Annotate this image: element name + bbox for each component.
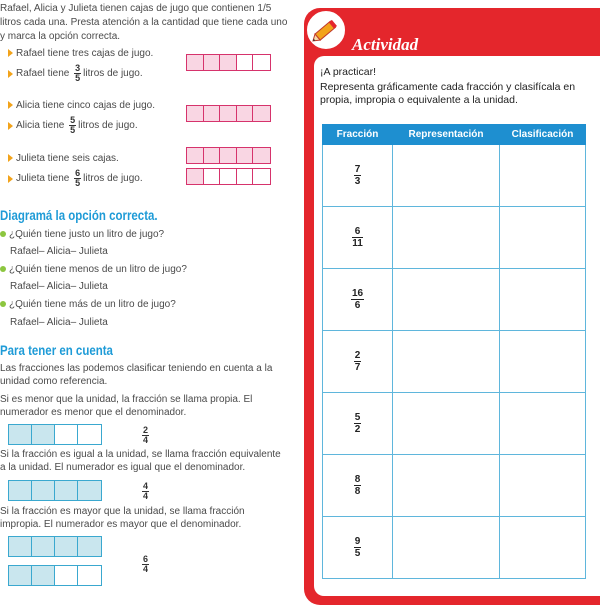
- bar-cell: [220, 106, 237, 121]
- bullet-arrow-icon: [8, 70, 13, 78]
- classification-cell[interactable]: [500, 269, 586, 331]
- alicia-line1: Alicia tiene cinco cajas de jugo.: [8, 100, 155, 112]
- bar-cell: [78, 481, 101, 500]
- table-row: [323, 393, 586, 455]
- bar-cell: [187, 148, 204, 163]
- pencil-badge: [304, 8, 348, 52]
- bullet-arrow-icon: [8, 49, 13, 57]
- julieta-bar-1: [186, 147, 271, 164]
- pencil-icon: [307, 11, 345, 49]
- note-intro: Las fracciones las podemos clasificar teniendo en cuenta a la unidad como referencia.: [0, 363, 273, 387]
- bar-cell: [187, 106, 204, 121]
- rafael-line2: Rafael tiene $\frac{3}{5}$ litros de jugo.: [8, 64, 143, 83]
- question-1: ¿Quién tiene justo un litro de jugo?: [0, 229, 164, 241]
- bar-cell: [9, 425, 32, 444]
- table-row: [323, 517, 586, 579]
- activity-table: [322, 124, 586, 579]
- fraction: $\frac{5}{2}$: [354, 412, 361, 435]
- header-representacion: Representación: [393, 125, 500, 145]
- julieta-bar-2: [186, 168, 271, 185]
- bullet-dot-icon: [0, 231, 6, 237]
- alicia-bar: [186, 105, 271, 122]
- fraction: $\frac{9}{5}$: [354, 536, 361, 559]
- bar-cell: [55, 566, 78, 585]
- classification-cell[interactable]: [500, 517, 586, 579]
- diagram-heading: Diagramá la opción correcta.: [0, 207, 158, 223]
- propia-fraction: $\frac{2}{4}$: [143, 425, 149, 445]
- bullet-arrow-icon: [8, 122, 13, 130]
- fraction-cell: [323, 269, 393, 331]
- fraction: $\frac{2}{7}$: [354, 350, 361, 373]
- bar-cell: [253, 106, 270, 121]
- fraction: $\frac{3}{5}$: [75, 63, 81, 83]
- fraction-cell: [323, 455, 393, 517]
- bar-cell: [237, 169, 254, 184]
- alicia-line2: Alicia tiene $\frac{5}{5}$ litros de jugo.: [8, 116, 138, 135]
- representation-cell[interactable]: [393, 517, 500, 579]
- fraction-cell: [323, 393, 393, 455]
- bar-cell: [187, 169, 204, 184]
- classification-cell[interactable]: [500, 207, 586, 269]
- bar-cell: [78, 425, 101, 444]
- bar-cell: [9, 537, 32, 556]
- fraction: $\frac{8}{8}$: [354, 474, 361, 497]
- impropia-fraction: $\frac{6}{4}$: [143, 554, 149, 574]
- table-row: [323, 207, 586, 269]
- bar-cell: [32, 425, 55, 444]
- fraction: $\frac{7}{3}$: [354, 164, 361, 187]
- bar-cell: [237, 106, 254, 121]
- fraction: $\frac{6}{5}$: [75, 168, 81, 188]
- table-row: [323, 455, 586, 517]
- bar-cell: [78, 537, 101, 556]
- bar-cell: [55, 537, 78, 556]
- bar-cell: [9, 481, 32, 500]
- equivalente-bar: [8, 480, 102, 501]
- fraction: $\frac{16}{6}$: [351, 288, 364, 311]
- representation-cell[interactable]: [393, 455, 500, 517]
- bullet-arrow-icon: [8, 175, 13, 183]
- bar-cell: [32, 537, 55, 556]
- bullet-arrow-icon: [8, 101, 13, 109]
- table-row: [323, 331, 586, 393]
- bar-cell: [78, 566, 101, 585]
- fraction-cell: [323, 207, 393, 269]
- bar-cell: [237, 148, 254, 163]
- classification-cell[interactable]: [500, 455, 586, 517]
- rafael-bar: [186, 54, 271, 71]
- fraction-cell: [323, 517, 393, 579]
- bar-cell: [204, 169, 221, 184]
- classification-cell[interactable]: [500, 145, 586, 207]
- question-2-options: Rafael– Alicia– Julieta: [10, 281, 108, 292]
- fraction-cell: [323, 331, 393, 393]
- table-header-row: [323, 125, 586, 145]
- bar-cell: [55, 425, 78, 444]
- left-column: [0, 0, 298, 605]
- representation-cell[interactable]: [393, 331, 500, 393]
- equivalente-fraction: $\frac{4}{4}$: [143, 481, 149, 501]
- bar-cell: [220, 148, 237, 163]
- julieta-line1: Julieta tiene seis cajas.: [8, 153, 119, 165]
- julieta-line2: Julieta tiene $\frac{6}{5}$ litros de jugo.: [8, 169, 143, 188]
- representation-cell[interactable]: [393, 207, 500, 269]
- activity-instruction: Representa gráficamente cada fracción y clasifícala en propia, impropia o equivalente a la unidad.: [320, 81, 576, 106]
- bar-cell: [9, 566, 32, 585]
- bar-cell: [204, 106, 221, 121]
- bar-cell: [55, 481, 78, 500]
- bar-cell: [32, 481, 55, 500]
- representation-cell[interactable]: [393, 393, 500, 455]
- question-1-options: Rafael– Alicia– Julieta: [10, 246, 108, 257]
- bullet-dot-icon: [0, 301, 6, 307]
- activity-lead: ¡A practicar!: [320, 66, 377, 78]
- question-3: ¿Quién tiene más de un litro de jugo?: [0, 299, 176, 311]
- classification-cell[interactable]: [500, 331, 586, 393]
- impropia-bar-2: [8, 565, 102, 586]
- propia-bar: [8, 424, 102, 445]
- bar-cell: [220, 55, 237, 70]
- activity-title: Actividad: [352, 35, 419, 54]
- note-propia: Si es menor que la unidad, la fracción se llama propia. El numerador es menor que el denominador.: [0, 394, 253, 418]
- header-fraccion: Fracción: [323, 125, 393, 145]
- question-3-options: Rafael– Alicia– Julieta: [10, 317, 108, 328]
- table-row: [323, 145, 586, 207]
- note-impropia: Si la fracción es mayor que la unidad, se llama fracción impropia. El numerador es mayor que el denominador.: [0, 506, 245, 530]
- fraction-cell: [323, 145, 393, 207]
- representation-cell[interactable]: [393, 269, 500, 331]
- bar-cell: [32, 566, 55, 585]
- note-heading: Para tener en cuenta: [0, 342, 113, 358]
- fraction: $\frac{6}{11}$: [352, 226, 363, 249]
- question-2: ¿Quién tiene menos de un litro de jugo?: [0, 264, 187, 276]
- bar-cell: [237, 55, 254, 70]
- rafael-line1: Rafael tiene tres cajas de jugo.: [8, 48, 153, 60]
- bar-cell: [253, 148, 270, 163]
- impropia-bar-1: [8, 536, 102, 557]
- bar-cell: [204, 55, 221, 70]
- bullet-arrow-icon: [8, 154, 13, 162]
- bar-cell: [204, 148, 221, 163]
- header-clasificacion: Clasificación: [500, 125, 586, 145]
- bar-cell: [220, 169, 237, 184]
- intro-text: Rafael, Alicia y Julieta tienen cajas de jugo que contienen 1/5 litros cada una. Presta atención a la cantidad que tiene cada uno y marca la opción correcta.: [0, 3, 288, 42]
- bullet-dot-icon: [0, 266, 6, 272]
- bar-cell: [187, 55, 204, 70]
- bar-cell: [253, 55, 270, 70]
- representation-cell[interactable]: [393, 145, 500, 207]
- fraction: $\frac{5}{5}$: [70, 115, 76, 135]
- table-row: [323, 269, 586, 331]
- note-equivalente: Si la fracción es igual a la unidad, se llama fracción equivalente a la unidad. El numerador es igual que el denominador.: [0, 449, 281, 473]
- classification-cell[interactable]: [500, 393, 586, 455]
- bar-cell: [253, 169, 270, 184]
